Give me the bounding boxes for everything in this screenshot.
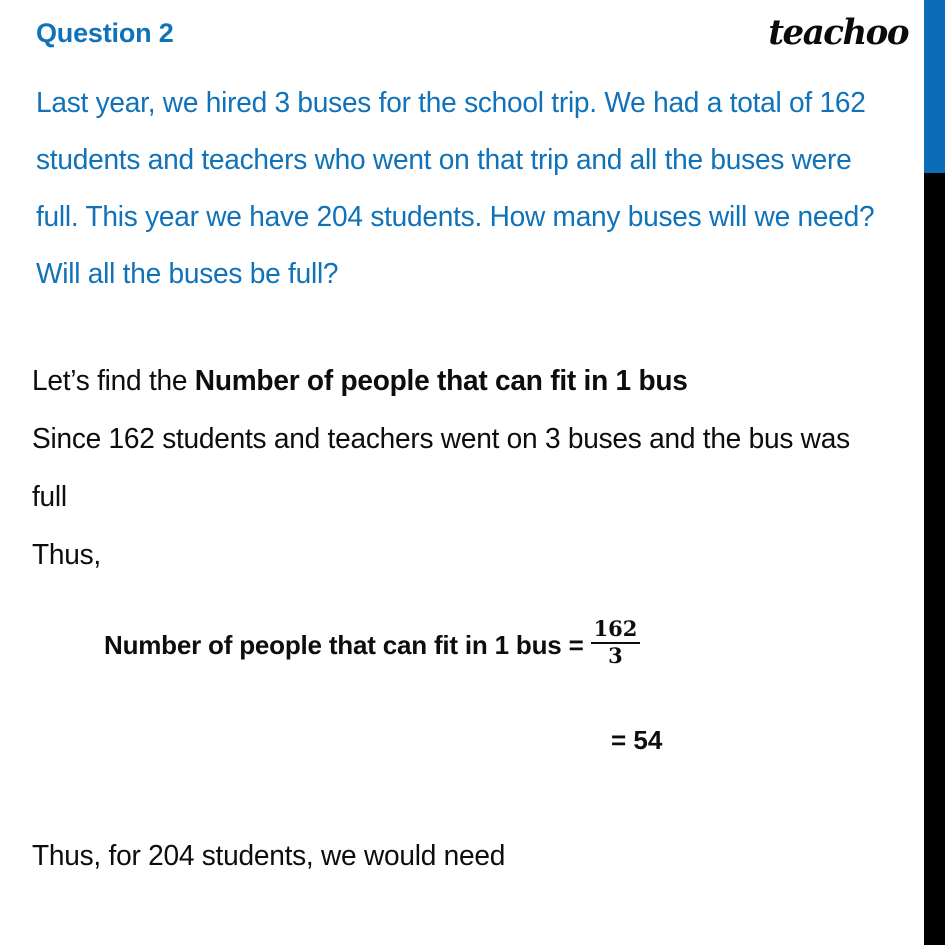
closing-line: Thus, for 204 students, we would need: [32, 840, 506, 872]
question-line-1: Last year, we hired 3 buses for the school trip. We had a total of 162: [36, 87, 866, 119]
vertical-scrollbar-thumb[interactable]: [924, 0, 945, 173]
fraction-162-over-3: [591, 618, 641, 667]
question-line-4: Will all the buses be full?: [36, 258, 339, 290]
solution-line-2: Since 162 students and teachers went on 3 buses and the bus was: [32, 423, 850, 455]
slide-header: [0, 12, 924, 64]
equation-result: = 54: [611, 725, 663, 755]
vertical-scrollbar-track[interactable]: [924, 0, 945, 945]
fraction-numerator: 162: [593, 616, 638, 641]
equation-label: Number of people that can fit in 1 bus =: [104, 629, 584, 660]
fraction-denominator: 3: [608, 642, 623, 668]
question-heading: Question 2: [36, 18, 174, 48]
equation-row: [104, 616, 640, 669]
solution-line-1-prefix: Let’s find the: [32, 365, 195, 397]
solution-line-4: Thus,: [32, 539, 101, 571]
question-text-block: [36, 75, 920, 303]
question-line-2: students and teachers who went on that trip and all the buses were: [36, 144, 852, 176]
solution-text-block: [32, 352, 922, 584]
solution-line-1: [32, 352, 909, 410]
teachoo-logo: teachoo: [768, 12, 908, 53]
question-line-3: full. This year we have 204 students. How many buses will we need?: [36, 201, 875, 233]
solution-line-1-bold: Number of people that can fit in 1 bus: [194, 365, 688, 397]
solution-line-3: full: [32, 481, 67, 513]
